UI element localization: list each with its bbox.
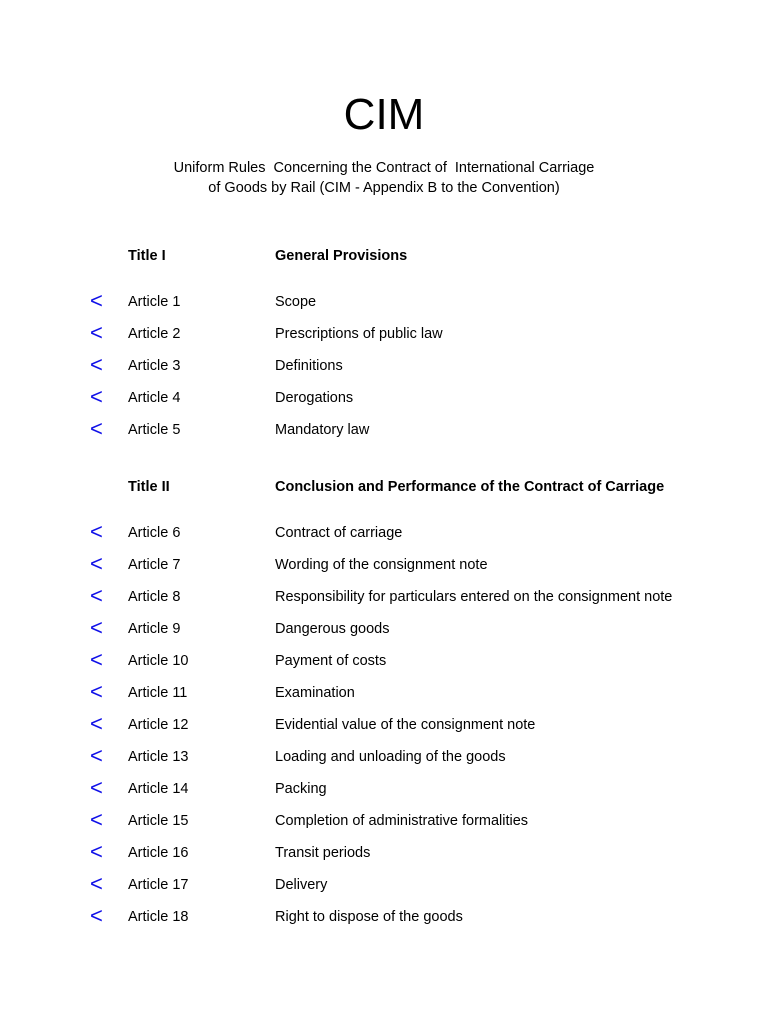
back-link-icon[interactable]: < — [90, 647, 103, 672]
article-name: Scope — [275, 294, 317, 310]
article-row — [0, 775, 768, 800]
back-link-icon[interactable]: < — [90, 320, 103, 345]
article-row — [0, 288, 768, 313]
back-link-icon[interactable]: < — [90, 839, 103, 864]
article-name: Dangerous goods — [275, 621, 390, 637]
back-link-icon[interactable]: < — [90, 288, 103, 313]
article-row — [0, 384, 768, 409]
back-link-icon[interactable]: < — [90, 775, 103, 800]
article-row — [0, 871, 768, 896]
article-name: Mandatory law — [275, 422, 370, 438]
article-row — [0, 615, 768, 640]
title-label: Title I — [128, 248, 166, 264]
back-link-icon[interactable]: < — [90, 551, 103, 576]
article-name: Evidential value of the consignment note — [275, 717, 536, 733]
article-number: Article 8 — [128, 589, 181, 605]
article-number: Article 4 — [128, 390, 181, 406]
subtitle-line-2: of Goods by Rail (CIM - Appendix B to the Convention) — [208, 179, 560, 196]
article-name: Wording of the consignment note — [275, 557, 488, 573]
article-name: Responsibility for particulars entered on the consignment note — [275, 589, 673, 605]
article-number: Article 15 — [128, 813, 189, 829]
article-name: Completion of administrative formalities — [275, 813, 529, 829]
article-number: Article 2 — [128, 326, 181, 342]
article-number: Article 17 — [128, 877, 189, 893]
article-name: Examination — [275, 685, 355, 701]
article-row — [0, 711, 768, 736]
back-link-icon[interactable]: < — [90, 384, 103, 409]
article-number: Article 7 — [128, 557, 181, 573]
title-name: Conclusion and Performance of the Contract of Carriage — [275, 479, 665, 495]
article-number: Article 3 — [128, 358, 181, 374]
article-name: Packing — [275, 781, 327, 797]
article-row — [0, 519, 768, 544]
article-row — [0, 416, 768, 441]
article-row — [0, 903, 768, 928]
back-link-icon[interactable]: < — [90, 807, 103, 832]
article-row — [0, 679, 768, 704]
back-link-icon[interactable]: < — [90, 615, 103, 640]
article-number: Article 9 — [128, 621, 181, 637]
article-number: Article 14 — [128, 781, 189, 797]
article-number: Article 10 — [128, 653, 189, 669]
document-subtitle — [0, 159, 768, 198]
article-number: Article 13 — [128, 749, 189, 765]
article-name: Loading and unloading of the goods — [275, 749, 506, 765]
article-name: Contract of carriage — [275, 525, 403, 541]
article-row — [0, 352, 768, 377]
article-name: Derogations — [275, 390, 354, 406]
article-row — [0, 807, 768, 832]
article-number: Article 6 — [128, 525, 181, 541]
article-number: Article 18 — [128, 909, 189, 925]
back-link-icon[interactable]: < — [90, 903, 103, 928]
back-link-icon[interactable]: < — [90, 679, 103, 704]
back-link-icon[interactable]: < — [90, 519, 103, 544]
title-name: General Provisions — [275, 248, 408, 264]
section-heading — [0, 476, 768, 498]
article-name: Delivery — [275, 877, 328, 893]
article-row — [0, 647, 768, 672]
article-number: Article 5 — [128, 422, 181, 438]
article-row — [0, 839, 768, 864]
article-name: Prescriptions of public law — [275, 326, 443, 342]
article-name: Payment of costs — [275, 653, 387, 669]
document-title: CIM — [343, 90, 425, 139]
subtitle-line-1: Uniform Rules Concerning the Contract of International Carriage — [173, 160, 595, 176]
article-row — [0, 583, 768, 608]
back-link-icon[interactable]: < — [90, 743, 103, 768]
article-number: Article 16 — [128, 845, 189, 861]
back-link-icon[interactable]: < — [90, 711, 103, 736]
title-label: Title II — [128, 479, 170, 495]
back-link-icon[interactable]: < — [90, 416, 103, 441]
back-link-icon[interactable]: < — [90, 871, 103, 896]
article-number: Article 1 — [128, 294, 181, 310]
article-number: Article 11 — [128, 685, 188, 701]
back-link-icon[interactable]: < — [90, 583, 103, 608]
article-row — [0, 743, 768, 768]
article-row — [0, 320, 768, 345]
article-name: Transit periods — [275, 845, 371, 861]
section-heading — [0, 245, 768, 267]
article-name: Right to dispose of the goods — [275, 909, 463, 925]
article-row — [0, 551, 768, 576]
article-number: Article 12 — [128, 717, 189, 733]
article-name: Definitions — [275, 358, 343, 374]
back-link-icon[interactable]: < — [90, 352, 103, 377]
